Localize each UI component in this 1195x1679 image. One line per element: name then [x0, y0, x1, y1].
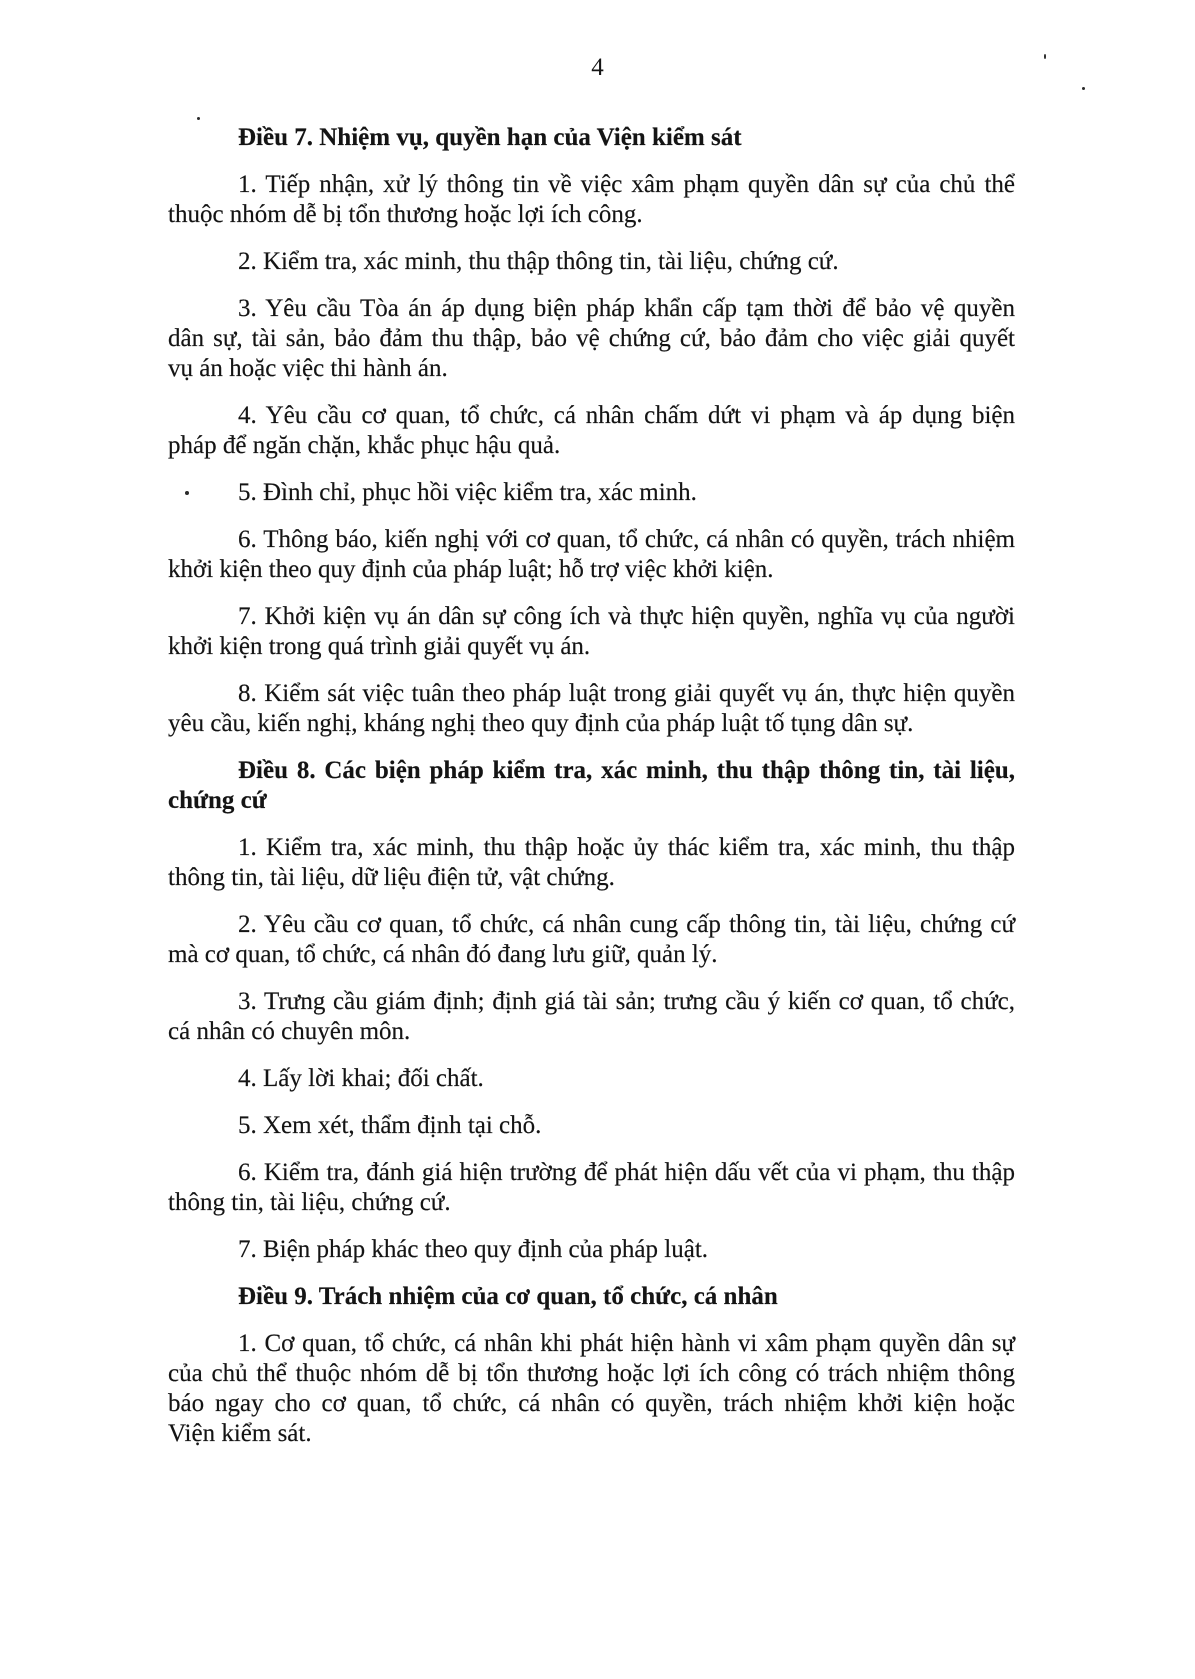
article-9: [168, 1282, 1015, 1449]
scan-speck: [197, 117, 200, 120]
clause-line: 3. Yêu cầu Tòa án áp dụng biện pháp khẩn cấp tạm thời để bảo vệ quyền: [238, 295, 1015, 322]
clause-8: [168, 679, 1015, 739]
clause-3: [168, 987, 1015, 1047]
clause-line: 6. Thông báo, kiến nghị với cơ quan, tổ chức, cá nhân có quyền, trách nhiệm: [238, 526, 1015, 553]
clause-line: 8. Kiểm sát việc tuân theo pháp luật trong giải quyết vụ án, thực hiện quyền: [238, 680, 1015, 707]
clause-line: 5. Xem xét, thẩm định tại chỗ.: [238, 1112, 542, 1139]
clause-1: [168, 833, 1015, 893]
clause-line: 7. Khởi kiện vụ án dân sự công ích và thực hiện quyền, nghĩa vụ của người: [238, 603, 1015, 630]
clause-line: Viện kiểm sát.: [168, 1420, 312, 1447]
clause-line: thông tin, tài liệu, chứng cứ.: [168, 1189, 451, 1216]
article-heading-line: Điều 7. Nhiệm vụ, quyền hạn của Viện kiểm sát: [238, 124, 742, 151]
clause-4: [168, 1064, 1015, 1094]
clause-line: pháp để ngăn chặn, khắc phục hậu quả.: [168, 432, 561, 459]
clause-line: khởi kiện trong quá trình giải quyết vụ án.: [168, 633, 591, 660]
clause-6: [168, 1158, 1015, 1218]
page-number: 4: [591, 54, 604, 81]
article-heading: [168, 1282, 1015, 1312]
clause-line: của chủ thể thuộc nhóm dễ bị tổn thương hoặc lợi ích công có trách nhiệm thông: [168, 1360, 1015, 1387]
clause-7: [168, 1235, 1015, 1265]
article-8: [168, 756, 1015, 1265]
clause-line: cá nhân có chuyên môn.: [168, 1018, 411, 1045]
article-heading-line: Điều 9. Trách nhiệm của cơ quan, tổ chức, cá nhân: [238, 1283, 778, 1310]
clause-2: [168, 247, 1015, 277]
clause-1: [168, 1329, 1015, 1449]
clause-7: [168, 602, 1015, 662]
clause-line: 1. Tiếp nhận, xử lý thông tin về việc xâm phạm quyền dân sự của chủ thể: [238, 171, 1015, 198]
clause-line: 2. Kiểm tra, xác minh, thu thập thông tin, tài liệu, chứng cứ.: [238, 248, 839, 275]
clause-line: yêu cầu, kiến nghị, kháng nghị theo quy định của pháp luật tố tụng dân sự.: [168, 710, 914, 737]
clause-line: thông tin, tài liệu, dữ liệu điện tử, vật chứng.: [168, 864, 615, 891]
clause-line: dân sự, tài sản, bảo đảm thu thập, bảo vệ chứng cứ, bảo đảm cho việc giải quyết: [168, 325, 1015, 352]
clause-5: [168, 478, 1015, 508]
clause-3: [168, 294, 1015, 384]
article-heading-line: Điều 8. Các biện pháp kiểm tra, xác minh, thu thập thông tin, tài liệu,: [238, 757, 1015, 784]
clause-line: thuộc nhóm dễ bị tổn thương hoặc lợi ích công.: [168, 201, 643, 228]
scan-speck: [1082, 87, 1085, 90]
clause-line: 7. Biện pháp khác theo quy định của pháp luật.: [238, 1236, 709, 1263]
clause-2: [168, 910, 1015, 970]
article-heading: [168, 123, 1015, 153]
clause-line: vụ án hoặc việc thi hành án.: [168, 355, 448, 382]
clause-line: 5. Đình chỉ, phục hồi việc kiểm tra, xác minh.: [238, 479, 697, 506]
article-heading: [168, 756, 1015, 816]
clause-line: 2. Yêu cầu cơ quan, tổ chức, cá nhân cung cấp thông tin, tài liệu, chứng cứ: [238, 911, 1015, 938]
clause-1: [168, 170, 1015, 230]
article-heading-line: chứng cứ: [168, 787, 267, 814]
clause-line: 3. Trưng cầu giám định; định giá tài sản; trưng cầu ý kiến cơ quan, tổ chức,: [238, 988, 1015, 1015]
clause-line: 1. Kiểm tra, xác minh, thu thập hoặc ủy thác kiểm tra, xác minh, thu thập: [238, 834, 1015, 861]
clause-5: [168, 1111, 1015, 1141]
clause-line: 1. Cơ quan, tổ chức, cá nhân khi phát hiện hành vi xâm phạm quyền dân sự: [238, 1330, 1015, 1357]
clause-4: [168, 401, 1015, 461]
clause-line: mà cơ quan, tổ chức, cá nhân đó đang lưu giữ, quản lý.: [168, 941, 718, 968]
clause-line: 4. Yêu cầu cơ quan, tổ chức, cá nhân chấm dứt vi phạm và áp dụng biện: [238, 402, 1015, 429]
clause-line: khởi kiện theo quy định của pháp luật; hỗ trợ việc khởi kiện.: [168, 556, 774, 583]
clause-6: [168, 525, 1015, 585]
clause-line: báo ngay cho cơ quan, tổ chức, cá nhân có quyền, trách nhiệm khởi kiện hoặc: [168, 1390, 1015, 1417]
document-body: [168, 123, 1015, 1466]
clause-line: 4. Lấy lời khai; đối chất.: [238, 1065, 484, 1092]
article-7: [168, 123, 1015, 739]
clause-line: 6. Kiểm tra, đánh giá hiện trường để phát hiện dấu vết của vi phạm, thu thập: [238, 1159, 1015, 1186]
